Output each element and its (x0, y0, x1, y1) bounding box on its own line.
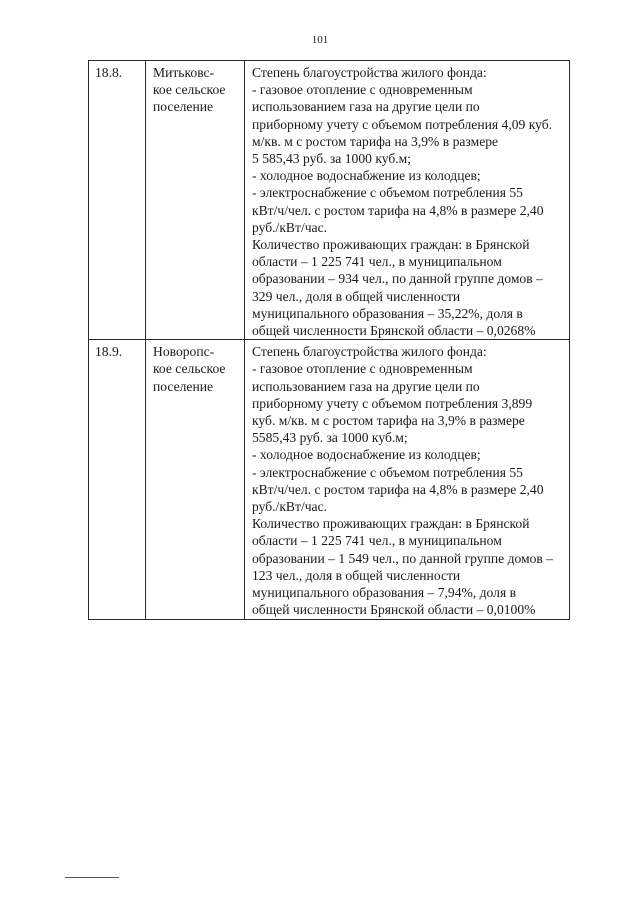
footer-mark (65, 877, 119, 878)
row-number: 18.8. (89, 61, 146, 340)
description-line: 329 чел., доля в общей численности (252, 288, 461, 304)
description-line: 5 585,43 руб. за 1000 куб.м; (252, 151, 412, 167)
description-line: образовании – 1 549 чел., по данной группе домов – (252, 550, 554, 566)
table-row (89, 340, 570, 619)
description-line: Количество проживающих граждан: в Брянской (252, 516, 530, 532)
housing-description (245, 61, 570, 340)
description-line: руб./кВт/час. (252, 499, 328, 515)
description-line: муниципального образования – 7,94%, доля в (252, 585, 517, 601)
description-line: общей численности Брянской области – 0,0268% (252, 323, 536, 339)
settlement-name-line: поселение (153, 99, 214, 115)
page-number: 101 (311, 34, 329, 46)
description-line: использованием газа на другие цели по (252, 99, 480, 115)
description-line: Количество проживающих граждан: в Брянской (252, 237, 530, 253)
settlement-name-line: кое сельское (153, 361, 226, 377)
description-line: приборному учету с объемом потребления 3,899 (252, 395, 533, 411)
settlement-name-line: кое сельское (153, 82, 226, 98)
description-line: общей численности Брянской области – 0,0100% (252, 602, 536, 618)
description-line: Степень благоустройства жилого фонда: (252, 344, 487, 360)
settlement-table (88, 60, 570, 620)
description-line: образовании – 934 чел., по данной группе домов – (252, 271, 543, 287)
description-line: - газовое отопление с одновременным (252, 82, 473, 98)
row-number: 18.9. (89, 340, 146, 619)
description-line: - электроснабжение с объемом потребления 55 (252, 464, 523, 480)
housing-description (245, 340, 570, 619)
settlement-name-line: Митьковс- (153, 65, 215, 80)
description-line: использованием газа на другие цели по (252, 378, 480, 394)
settlement-name (146, 340, 245, 619)
description-line: - холодное водоснабжение из колодцев; (252, 168, 481, 184)
table-body (89, 61, 570, 620)
description-line: кВт/ч/чел. с ростом тарифа на 4,8% в размере 2,40 (252, 481, 544, 497)
settlement-name-line: поселение (153, 378, 214, 394)
description-line: 5585,43 руб. за 1000 куб.м; (252, 430, 408, 446)
description-line: области – 1 225 741 чел., в муниципальном (252, 254, 502, 270)
description-line: м/кв. м с ростом тарифа на 3,9% в размере (252, 133, 499, 149)
description-line: - холодное водоснабжение из колодцев; (252, 447, 481, 463)
description-line: области – 1 225 741 чел., в муниципальном (252, 533, 502, 549)
description-line: руб./кВт/час. (252, 219, 328, 235)
description-line: муниципального образования – 35,22%, доля в (252, 305, 523, 321)
table-row (89, 61, 570, 340)
description-line: кВт/ч/чел. с ростом тарифа на 4,8% в размере 2,40 (252, 202, 544, 218)
description-line: - газовое отопление с одновременным (252, 361, 473, 377)
settlement-name-line: Новоропс- (153, 344, 215, 360)
description-line: куб. м/кв. м с ростом тарифа на 3,9% в размере (252, 413, 525, 429)
description-line: 123 чел., доля в общей численности (252, 567, 461, 583)
description-line: Степень благоустройства жилого фонда: (252, 65, 487, 80)
description-line: - электроснабжение с объемом потребления 55 (252, 185, 523, 201)
settlement-name (146, 61, 245, 340)
description-line: приборному учету с объемом потребления 4,09 куб. (252, 116, 553, 132)
